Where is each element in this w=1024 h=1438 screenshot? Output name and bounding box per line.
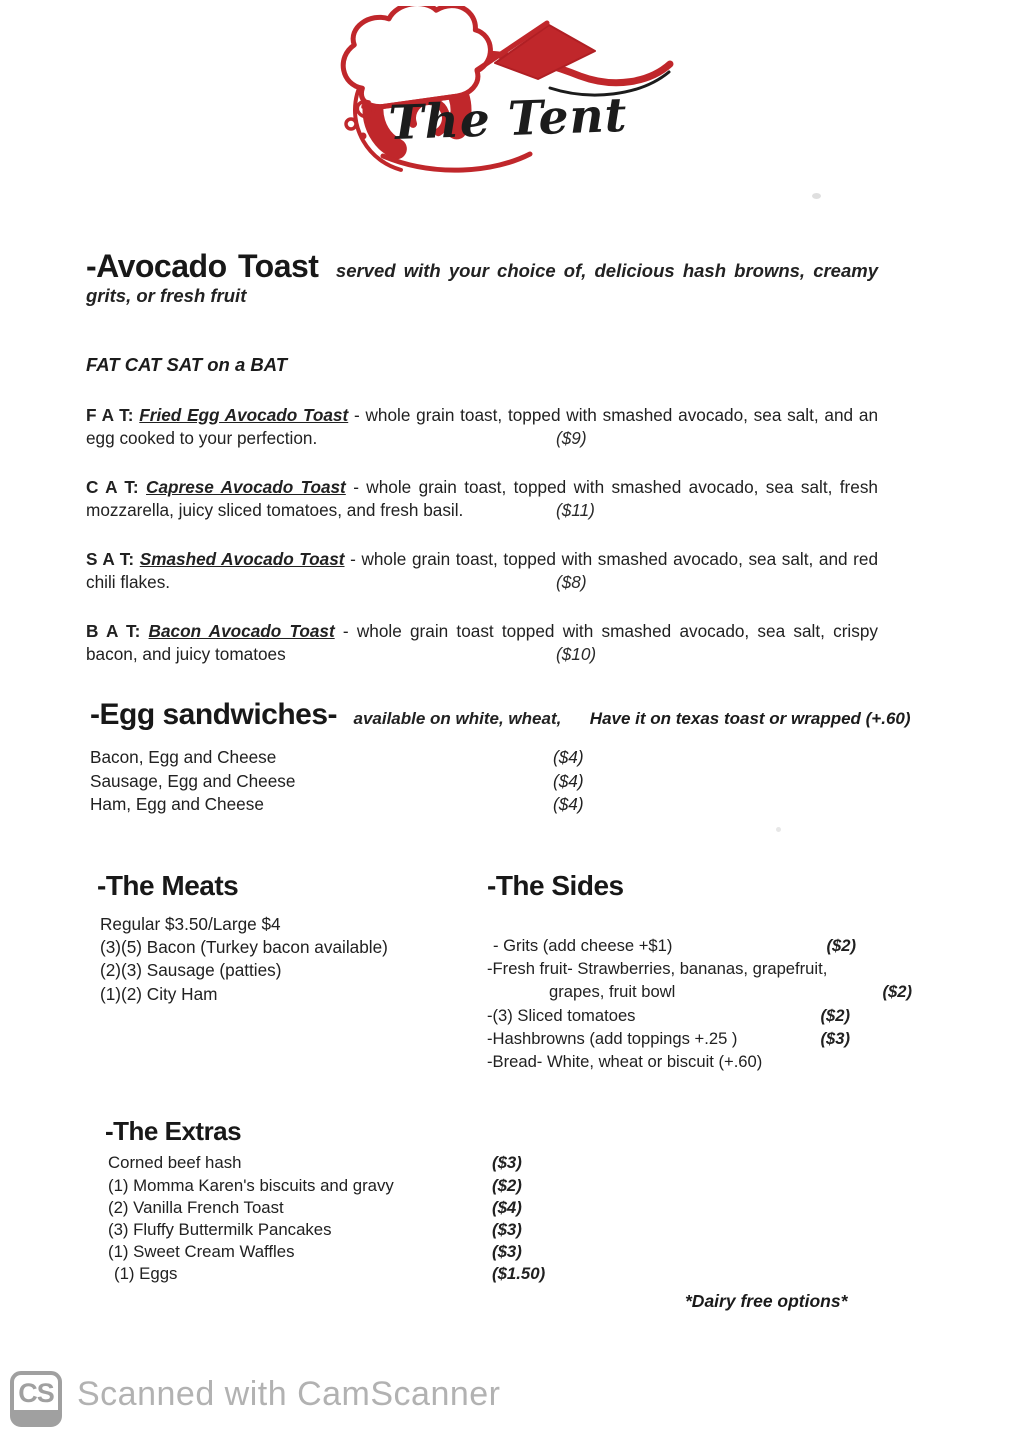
item-acronym: B A T:: [86, 621, 141, 641]
extra-row-waffles: [108, 1242, 608, 1262]
item-name: -Hashbrowns (add toppings +.25 ): [487, 1029, 738, 1048]
avocado-heading: -Avocado Toast: [86, 248, 319, 284]
item-price: ($3): [492, 1220, 522, 1239]
item-price: ($9): [556, 428, 587, 448]
meats-bacon-line: (3)(5) Bacon (Turkey bacon available): [100, 937, 388, 957]
item-name: (3) Fluffy Buttermilk Pancakes: [108, 1220, 332, 1239]
item-acronym: S A T:: [86, 549, 135, 569]
avocado-subtitle: served with your choice of, delicious hash browns, creamy grits, or fresh fruit: [86, 260, 878, 306]
menu-row-sausage-egg-cheese: [90, 771, 790, 792]
item-name: Ham, Egg and Cheese: [90, 794, 264, 814]
avocado-toast-section-heading: [86, 248, 878, 307]
item-description: - whole grain toast topped with smashed avocado, sea salt, crispy bacon, and juicy tomatoes: [86, 621, 878, 664]
side-row-hashbrowns: [487, 1029, 850, 1049]
item-price: ($4): [492, 1198, 522, 1217]
item-description: - whole grain toast, topped with smashed avocado, sea salt, and an egg cooked to your perfection.: [86, 405, 878, 448]
extra-row-corned-beef-hash: [108, 1153, 608, 1173]
item-name: (1) Eggs: [114, 1264, 178, 1283]
camscanner-badge-text: CS: [18, 1378, 54, 1408]
camscanner-badge-bar: [14, 1410, 58, 1423]
item-name: Sausage, Egg and Cheese: [90, 771, 296, 791]
side-row-sliced-tomatoes: [487, 1006, 850, 1026]
item-price: ($4): [553, 747, 584, 767]
item-name: -Bread- White, wheat or biscuit (+.60): [487, 1052, 763, 1071]
dairy-free-note: *Dairy free options*: [685, 1291, 848, 1311]
item-price: ($1.50): [492, 1264, 546, 1283]
extra-row-biscuits-gravy: [108, 1176, 608, 1196]
item-acronym: C A T:: [86, 477, 139, 497]
meats-sausage-line: (2)(3) Sausage (patties): [100, 960, 282, 980]
extra-row-pancakes: [108, 1220, 608, 1240]
extra-row-eggs: [108, 1264, 614, 1284]
meats-heading: -The Meats: [97, 870, 239, 901]
item-price: ($3): [492, 1242, 522, 1261]
avocado-tagline: FAT CAT SAT on a BAT: [86, 354, 288, 375]
extra-row-french-toast: [108, 1198, 608, 1218]
camscanner-watermark: Scanned with CamScanner: [77, 1375, 501, 1413]
item-name: Bacon, Egg and Cheese: [90, 747, 277, 767]
item-name: Smashed Avocado Toast: [139, 549, 345, 569]
item-name: -Fresh fruit- Strawberries, bananas, grapefruit,: [487, 959, 828, 978]
item-name: (1) Momma Karen's biscuits and gravy: [108, 1176, 394, 1195]
item-price: ($4): [553, 794, 584, 814]
egg-heading: -Egg sandwiches-: [90, 698, 338, 731]
item-name: (1) Sweet Cream Waffles: [108, 1242, 295, 1261]
item-price: ($2): [492, 1176, 522, 1195]
scan-artifact-dot: [812, 193, 821, 199]
item-name: (2) Vanilla French Toast: [108, 1198, 284, 1217]
menu-row-bacon-egg-cheese: [90, 747, 790, 768]
camscanner-logo-icon: [10, 1371, 62, 1427]
item-price: ($10): [556, 644, 597, 664]
scan-artifact-dot: [776, 827, 781, 832]
sides-heading: -The Sides: [487, 870, 624, 901]
item-description: - whole grain toast, topped with smashed avocado, sea salt, and red chili flakes.: [86, 549, 879, 592]
meats-pricing-line: Regular $3.50/Large $4: [100, 914, 281, 934]
menu-item-cat: [86, 476, 878, 522]
menu-item-sat: [86, 548, 878, 594]
item-price: ($3): [820, 1029, 850, 1048]
egg-subtitle-breads: available on white, wheat,: [353, 709, 562, 728]
meats-ham-line: (1)(2) City Ham: [100, 984, 218, 1004]
item-price: ($2): [882, 982, 912, 1001]
item-name: -(3) Sliced tomatoes: [487, 1006, 636, 1025]
item-name: Fried Egg Avocado Toast: [139, 405, 349, 425]
restaurant-logo: [325, 6, 685, 174]
item-price: ($2): [826, 936, 856, 955]
menu-item-bat: [86, 620, 878, 666]
side-row-fruit-continued: [487, 982, 912, 1002]
item-acronym: F A T:: [86, 405, 134, 425]
item-name: Bacon Avocado Toast: [148, 621, 335, 641]
item-price: ($3): [492, 1153, 522, 1172]
extras-heading: -The Extras: [105, 1116, 242, 1146]
item-price: ($2): [820, 1006, 850, 1025]
logo-title: The Tent: [387, 87, 629, 152]
item-name: - Grits (add cheese +$1): [493, 936, 673, 955]
side-row-fresh-fruit: [487, 959, 850, 979]
egg-subtitle-texas-toast: Have it on texas toast or wrapped (+.60): [589, 709, 911, 728]
menu-item-fat: [86, 404, 878, 450]
egg-sandwiches-section-heading: [90, 698, 990, 732]
item-name: Caprese Avocado Toast: [146, 477, 346, 497]
item-name: Corned beef hash: [108, 1153, 242, 1172]
item-price: ($4): [553, 771, 584, 791]
item-price: ($11): [556, 500, 595, 520]
item-name: grapes, fruit bowl: [549, 982, 676, 1001]
item-description: - whole grain toast, topped with smashed avocado, sea salt, fresh mozzarella, juicy sliced tomatoes, and fresh basil.: [86, 477, 878, 520]
item-price: ($8): [556, 572, 587, 592]
side-row-bread: [487, 1052, 850, 1072]
menu-row-ham-egg-cheese: [90, 794, 790, 815]
side-row-grits: [487, 936, 856, 956]
